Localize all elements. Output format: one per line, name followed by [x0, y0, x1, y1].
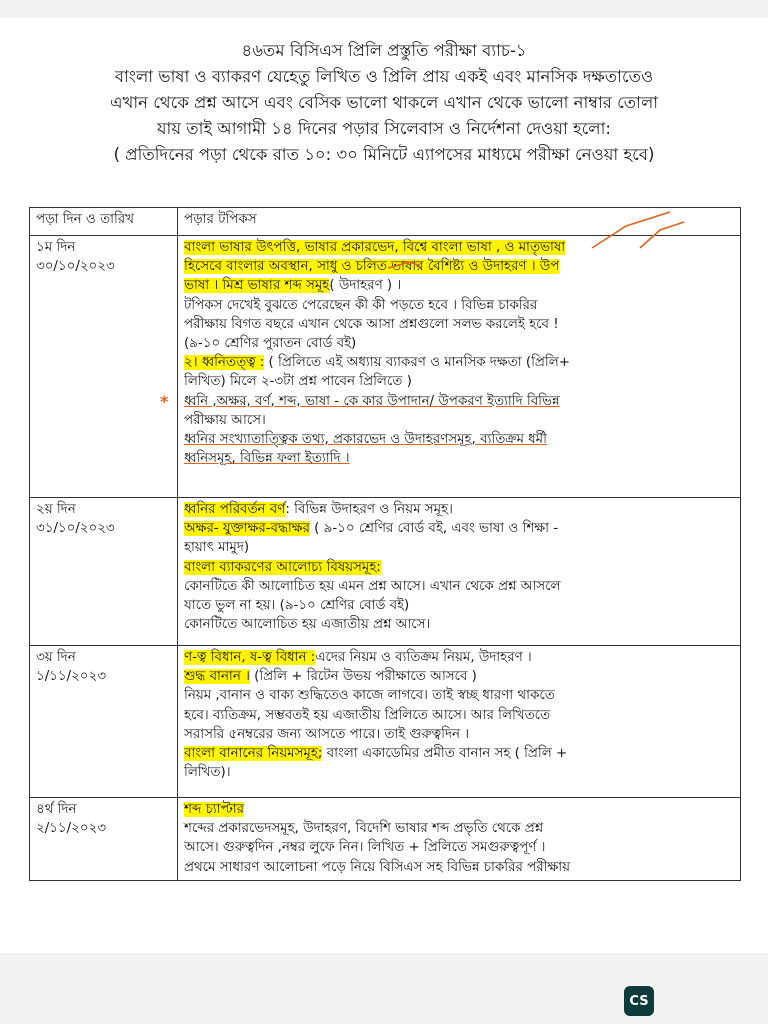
topic-text: ( ৯-১০ শ্রেণির বোর্ড বই, এবং ভাষা ও শিক্ষা -	[309, 521, 559, 537]
date-label: ২/১১/২০২৩	[36, 821, 106, 837]
highlighted-topic: ভাষা । মিশ্র ভাষার শব্দ সমূহ	[184, 278, 330, 294]
document-heading	[20, 38, 748, 168]
table-row	[30, 236, 741, 498]
topic-text: হবে। ব্যতিক্রম, সম্ভবতই হয় এজাতীয় প্রিলিতে আসে। আর লিখিততে	[184, 707, 551, 723]
table-header-row	[30, 208, 741, 236]
date-label: ৩১/১০/২০২৩	[36, 521, 115, 537]
topic-text: : বিভিন্ন উদাহরণ ও নিয়ম সমূহ।	[285, 502, 453, 517]
topic-text: (৯-১০ শ্রেণির পুরাতন বোর্ড বই)	[184, 336, 357, 352]
highlighted-topic: বাংলা ভাষার উৎপত্তি, ভাষার প্রকারভেদ, বিশ্বে বাংলা ভাষা , ও মাতৃভাষা	[184, 240, 566, 255]
topics-cell	[178, 498, 741, 646]
highlighted-topic: ২। ধ্বনিতত্ত্ব :	[184, 355, 265, 371]
date-label: ৩০/১০/২০২৩	[36, 259, 115, 275]
topic-text: (প্রিলি + রিটেন উভয় পরীক্ষাতে আসবে )	[249, 669, 477, 685]
topic-text: এদের নিয়ম ও ব্যতিক্রম নিয়ম, উদাহরণ ।	[315, 650, 532, 665]
topic-text: টপিকস দেখেই বুঝতে পেরেছেন কী কী পড়তে হবে । বিভিন্ন চাকরির	[184, 297, 538, 313]
topic-text: কোনটিতে কী আলোচিত হয় এমন প্রশ্ন আসে। এখান থেকে প্রশ্ন আসলে	[184, 578, 561, 594]
highlighted-topic: বাংলা ব্যাকরণের আলোচ্য বিষয়সমূহ:	[184, 559, 381, 575]
topic-text: ( প্রিলিতে এই অধ্যায় ব্যাকরণ ও মানসিক দক্ষতা (প্রিলি+	[264, 355, 570, 371]
topic-text: কোনটিতে আলোচিত হয় এজাতীয় প্রশ্ন আসে।	[184, 617, 431, 633]
day-label: ৩য় দিন	[36, 650, 76, 665]
topic-text: হায়াৎ মামুদ)	[184, 540, 250, 556]
heading-line-3: এখান থেকে প্রশ্ন আসে এবং বেসিক ভালো থাকলে এখান থেকে ভালো নাম্বার তোলা	[109, 93, 659, 112]
topics-cell	[178, 646, 741, 798]
study-schedule-table	[29, 207, 741, 881]
day-label: ২য় দিন	[36, 502, 76, 517]
topic-text: সরাসরি ৫নম্বরের জন্য আসতে পারে। তাই গুরুত্বদিন ।	[184, 726, 470, 742]
topic-text: প্রথমে সাধারণ আলোচনা পড়ে নিয়ে বিসিএস সহ বিভিন্ন চাকরির পরীক্ষায়	[184, 859, 571, 875]
table-row	[30, 498, 741, 646]
highlighted-topic: ধ্বনির পরিবর্তন বর্ণ	[184, 502, 286, 517]
topic-text: শব্দের প্রকারভেদসমূহ, উদাহরণ, বিদেশি ভাষার শব্দ প্রভৃতি থেকে প্রশ্ন	[184, 821, 544, 837]
highlighted-topic: হিসেবে বাংলার অবস্থান, সাধু ও চলিত ভাষার বৈশিষ্ট্য ও উদাহরণ । উপ	[184, 259, 560, 275]
underlined-topic: ধ্বনি ,অক্ষর, বর্ণ, শব্দ, ভাষা - কে কার উপাদান/ উপকরণ ইত্যাদি বিভিন্ন	[184, 393, 560, 409]
topic-text: লিখিত) মিলে ২-৩টা প্রশ্ন পাবেন প্রিলিতে )	[184, 374, 412, 390]
heading-title: ৪৬তম বিসিএস প্রিলি প্রস্তুতি পরীক্ষা ব্যাচ-১	[241, 41, 527, 60]
heading-line-4: যায় তাই আগামী ১৪ দিনের পড়ার সিলেবাস ও নির্দেশনা দেওয়া হলো:	[157, 119, 611, 138]
topic-text: যাতে ভুল না হয়। (৯-১০ শ্রেণির বোর্ড বই)	[184, 598, 410, 614]
day-cell	[30, 498, 178, 646]
underlined-topic: ধ্বনির সংখ্যাতাত্ত্বিক তথ্য, প্রকারভেদ ও উদাহরণসমূহ, ব্যতিক্রম ধর্মী	[184, 432, 547, 448]
topic-text: লিখিত)।	[184, 765, 231, 781]
day-cell	[30, 646, 178, 798]
topic-text: আসে। গুরুত্বদিন ,নম্বর লুফে নিন। লিখিত + প্রিলিতে সমগুরুত্বপূর্ণ ।	[184, 840, 546, 856]
star-mark-icon: *	[160, 391, 169, 411]
date-label: ১/১১/২০২৩	[36, 669, 106, 685]
highlighted-topic: শুদ্ধ বানান ।	[184, 669, 250, 685]
day-cell	[30, 798, 178, 881]
topic-text: ( উদাহরণ ) ।	[329, 278, 402, 294]
highlighted-topic: অক্ষর- যুক্তাক্ষর-বদ্ধাক্ষর	[184, 521, 310, 537]
topic-text: বাংলা একাডেমির প্রমীত বানান সহ ( প্রিলি +	[322, 746, 568, 762]
day-cell	[30, 236, 178, 498]
heading-line-5: ( প্রতিদিনের পড়া থেকে রাত ১০: ৩০ মিনিটে এ্যাপসের মাধ্যমে পরীক্ষা নেওয়া হবে)	[113, 145, 655, 164]
topics-cell	[160, 236, 741, 498]
highlighted-topic: ণ-ত্ব বিধান, ষ-ত্ব বিধান :	[184, 650, 316, 665]
table-row	[30, 798, 741, 881]
topic-text: নিয়ম ,বানান ও বাক্য শুদ্ধিতেও কাজে লাগবে। তাই স্বচ্ছ ধারণা থাকতে	[184, 688, 555, 704]
topics-cell	[178, 798, 741, 881]
day-label: ৪র্থ দিন	[36, 802, 77, 817]
topic-text: পরীক্ষায় আসে।	[184, 412, 266, 428]
table-row	[30, 646, 741, 798]
highlighted-topic: বাংলা বানানের নিয়মসমূহ;	[184, 746, 323, 762]
header-topics: পড়ার টপিকস	[178, 208, 741, 236]
highlighted-topic: শব্দ চ্যাপ্টার	[184, 802, 245, 817]
heading-line-2: বাংলা ভাষা ও ব্যাকরণ যেহেতু লিখিত ও প্রিলি প্রায় একই এবং মানসিক দক্ষতাতেও	[114, 67, 654, 86]
underlined-topic: ধ্বনিসমূহ, বিভিন্ন ফলা ইত্যাদি ।	[184, 451, 350, 467]
camscanner-logo: CS	[624, 986, 654, 1016]
header-day-date: পড়া দিন ও তারিখ	[30, 208, 178, 236]
topic-text: পরীক্ষায় বিগত বছরে এখান থেকে আসা প্রশ্নগুলো সলভ করলেই হবে !	[184, 316, 559, 332]
day-label: ১ম দিন	[36, 240, 76, 255]
